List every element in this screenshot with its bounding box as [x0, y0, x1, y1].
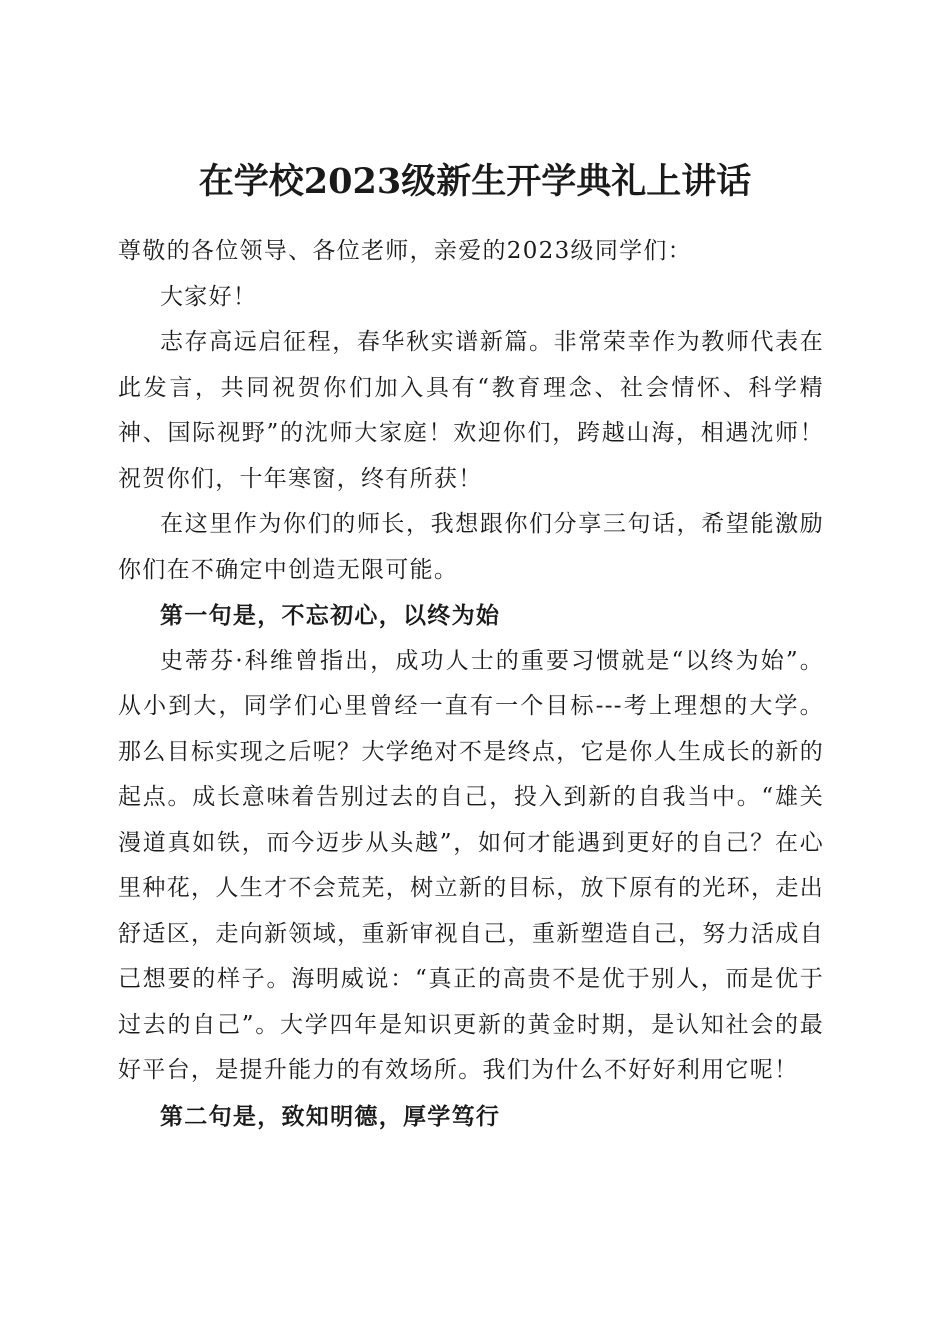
paragraph-welcome: 志存高远启征程，春华秋实谱新篇。非常荣幸作为教师代表在此发言，共同祝贺你们加入具有“教育理念、社会情怀、科学精神、国际视野”的沈师大家庭！欢迎你们，跨越山海，相遇沈师！祝贺你们，十年寒窗，终有所获！ — [118, 329, 824, 492]
salutation: 尊敬的各位领导、各位老师，亲爱的2023级同学们： — [118, 238, 693, 264]
greeting: 大家好！ — [160, 283, 258, 310]
document-title: 在学校2023级新生开学典礼上讲话 — [198, 161, 752, 203]
section-heading-2: 第二句是，致知明德，厚学笃行 — [160, 1102, 501, 1130]
document-body — [118, 229, 824, 1139]
section-body-1: 史蒂芬·科维曾指出，成功人士的重要习惯就是“以终为始”。从小到大，同学们心里曾经一直有一个目标---考上理想的大学。那么目标实现之后呢？大学绝对不是终点，它是你人生成长的新的起点。成长意味着告别过去的自己，投入到新的自我当中。“雄关漫道真如铁，而今迈步从头越”，如何才能遇到更好的自己？在心里种花，人生才不会荒芜，树立新的目标，放下原有的光环，走出舒适区，走向新领域，重新审视自己，重新塑造自己，努力活成自己想要的样子。海明威说：“真正的高贵不是优于别人，而是优于过去的自己”。大学四年是知识更新的黄金时期，是认知社会的最好平台，是提升能力的有效场所。我们为什么不好好利用它呢！ — [118, 647, 824, 1083]
section-heading-1: 第一句是，不忘初心，以终为始 — [160, 602, 501, 629]
paragraph-intro: 在这里作为你们的师长，我想跟你们分享三句话，希望能激励你们在不确定中创造无限可能。 — [118, 511, 824, 583]
